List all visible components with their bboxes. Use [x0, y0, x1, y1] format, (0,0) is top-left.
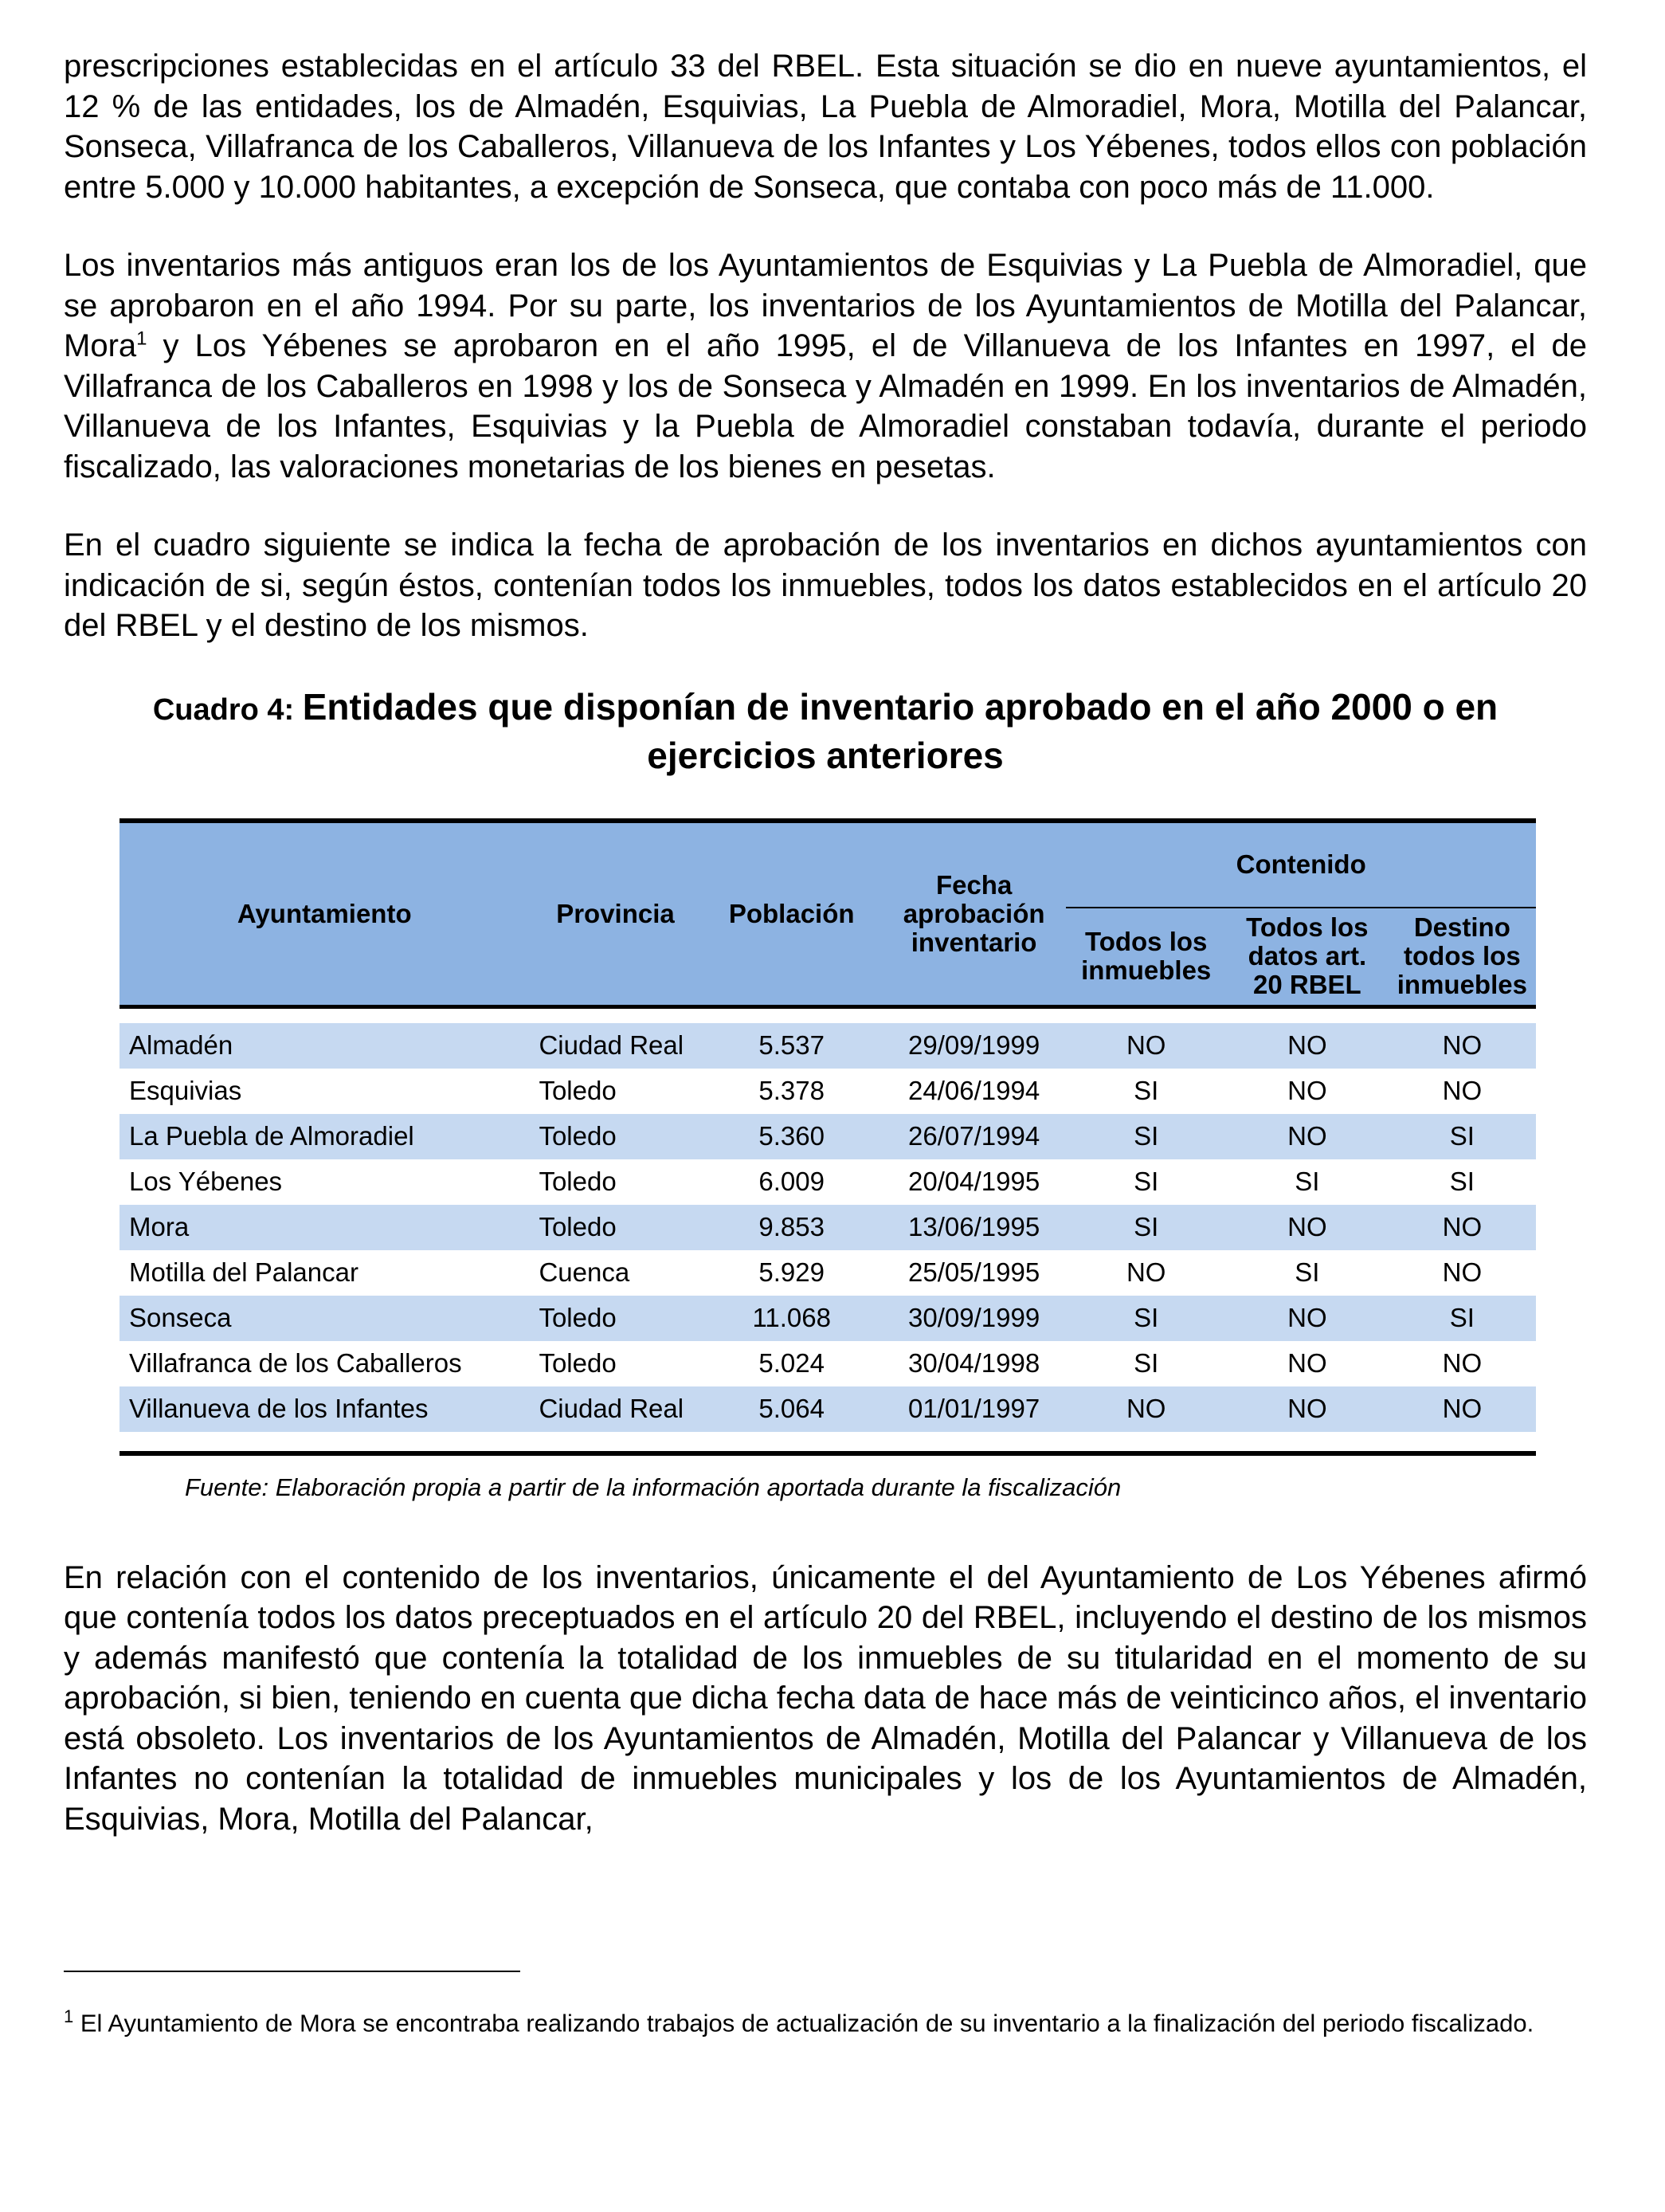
- cell-inmuebles: SI: [1066, 1205, 1226, 1250]
- header-todos-inmuebles: [1066, 908, 1226, 1006]
- cell-destino: NO: [1389, 1023, 1536, 1069]
- document-page: [64, 46, 1587, 1877]
- cell-provincia: Toledo: [529, 1159, 701, 1205]
- cell-datos: NO: [1226, 1023, 1389, 1069]
- cell-ayuntamiento: Mora: [119, 1205, 529, 1250]
- cell-inmuebles: SI: [1066, 1296, 1226, 1341]
- cell-poblacion: 11.068: [702, 1296, 882, 1341]
- cell-datos: NO: [1226, 1296, 1389, 1341]
- cell-datos: NO: [1226, 1341, 1389, 1386]
- header-poblacion: Población: [702, 821, 882, 1007]
- cell-fecha: 13/06/1995: [882, 1205, 1067, 1250]
- header-destino-line-1: Destino: [1413, 912, 1510, 943]
- caption-title-line-2: ejercicios anteriores: [647, 734, 1004, 776]
- header-fecha-line-1: Fecha: [935, 869, 1013, 900]
- inventory-table: [119, 818, 1536, 1456]
- cell-provincia: Toledo: [529, 1296, 701, 1341]
- header-destino-line-2: todos los: [1404, 941, 1521, 971]
- cell-poblacion: 5.024: [702, 1341, 882, 1386]
- cell-destino: NO: [1389, 1069, 1536, 1114]
- header-ayuntamiento: Ayuntamiento: [119, 821, 529, 1007]
- table-row: [119, 1296, 1536, 1341]
- header-datos-line-1: Todos los: [1246, 912, 1369, 943]
- cell-inmuebles: NO: [1066, 1250, 1226, 1296]
- cell-fecha: 30/09/1999: [882, 1296, 1067, 1341]
- caption-title-line-1: Entidades que disponían de inventario aprobado en el año 2000 o en: [302, 685, 1498, 728]
- cell-fecha: 30/04/1998: [882, 1341, 1067, 1386]
- cell-poblacion: 5.360: [702, 1114, 882, 1159]
- header-fecha: [882, 821, 1067, 1007]
- cell-inmuebles: SI: [1066, 1069, 1226, 1114]
- cell-fecha: 25/05/1995: [882, 1250, 1067, 1296]
- header-contenido: Contenido: [1066, 821, 1536, 908]
- cell-datos: NO: [1226, 1386, 1389, 1432]
- cell-fecha: 24/06/1994: [882, 1069, 1067, 1114]
- cell-destino: NO: [1389, 1205, 1536, 1250]
- table-source: Fuente: Elaboración propia a partir de la información aportada durante la fiscalización: [185, 1473, 1122, 1501]
- footnote: [64, 2000, 1587, 2040]
- paragraph-4: En relación con el contenido de los inventarios, únicamente el del Ayuntamiento de Los Yébenes afirmó que contenía todos los datos preceptuados en el artículo 20 del RBEL, incluyendo el destino de los mismos y además manifestó que contenía la totalidad de los inmuebles de su titularidad en el momento de su aprobación, si bien, teniendo en cuenta que dicha fecha data de hace más de veinticinco años, el inventario está obsoleto. Los inventarios de los Ayuntamientos de Almadén, Motilla del Palancar y Villanueva de los Infantes no contenían la totalidad de inmuebles municipales y los de los Ayuntamientos de Almadén, Esquivias, Mora, Motilla del Palancar,: [64, 1559, 1587, 1837]
- table-row: [119, 1159, 1536, 1205]
- table-row: [119, 1114, 1536, 1159]
- cell-destino: SI: [1389, 1159, 1536, 1205]
- cell-fecha: 29/09/1999: [882, 1023, 1067, 1069]
- cell-inmuebles: NO: [1066, 1386, 1226, 1432]
- cell-provincia: Ciudad Real: [529, 1023, 701, 1069]
- cell-destino: SI: [1389, 1114, 1536, 1159]
- table-row: [119, 1205, 1536, 1250]
- footnote-text: El Ayuntamiento de Mora se encontraba realizando trabajos de actualización de su inventario a la finalización del periodo fiscalizado.: [73, 2009, 1534, 2037]
- cell-inmuebles: SI: [1066, 1341, 1226, 1386]
- cell-ayuntamiento: Villafranca de los Caballeros: [119, 1341, 529, 1386]
- cell-inmuebles: NO: [1066, 1023, 1226, 1069]
- cell-inmuebles: SI: [1066, 1114, 1226, 1159]
- header-destino-line-3: inmuebles: [1397, 970, 1527, 1000]
- table-row: [119, 1386, 1536, 1432]
- cell-datos: NO: [1226, 1114, 1389, 1159]
- cell-ayuntamiento: Esquivias: [119, 1069, 529, 1114]
- paragraph-1: prescripciones establecidas en el artículo 33 del RBEL. Esta situación se dio en nueve ayuntamientos, el 12 % de las entidades, los de Almadén, Esquivias, La Puebla de Almoradiel, Mora, Motilla del Palancar, Sonseca, Villafranca de los Caballeros, Villanueva de los Infantes y Los Yébenes, todos ellos con población entre 5.000 y 10.000 habitantes, a excepción de Sonseca, que contaba con poco más de 11.000.: [64, 49, 1587, 205]
- paragraph-2-part-b: y Los Yébenes se aprobaron en el año 1995, el de Villanueva de los Infantes en 1997, el de Villafranca de los Caballeros en 1998 y los de Sonseca y Almadén en 1999. En los inventarios de Almadén, Villanueva de los Infantes, Esquivias y la Puebla de Almoradiel constaban todavía, durante el periodo fiscalizado, las valoraciones monetarias de los bienes en pesetas.: [64, 328, 1587, 484]
- cell-destino: NO: [1389, 1341, 1536, 1386]
- cell-fecha: 26/07/1994: [882, 1114, 1067, 1159]
- footnote-reference[interactable]: 1: [136, 327, 147, 350]
- cell-ayuntamiento: Villanueva de los Infantes: [119, 1386, 529, 1432]
- table-row: [119, 1023, 1536, 1069]
- table-caption: [64, 684, 1587, 779]
- header-datos-line-3: 20 RBEL: [1253, 970, 1361, 1000]
- cell-poblacion: 5.378: [702, 1069, 882, 1114]
- cell-destino: SI: [1389, 1296, 1536, 1341]
- cell-poblacion: 6.009: [702, 1159, 882, 1205]
- cell-datos: NO: [1226, 1205, 1389, 1250]
- header-todos-datos: [1226, 908, 1389, 1006]
- cell-provincia: Toledo: [529, 1069, 701, 1114]
- cell-datos: SI: [1226, 1250, 1389, 1296]
- cell-ayuntamiento: Motilla del Palancar: [119, 1250, 529, 1296]
- header-destino: [1389, 908, 1536, 1006]
- cell-ayuntamiento: Almadén: [119, 1023, 529, 1069]
- cell-ayuntamiento: Sonseca: [119, 1296, 529, 1341]
- paragraph-3: En el cuadro siguiente se indica la fecha de aprobación de los inventarios en dichos ayuntamientos con indicación de si, según éstos, contenían todos los inmuebles, todos los datos establecidos en el artículo 20 del RBEL y el destino de los mismos.: [64, 528, 1587, 643]
- cell-datos: SI: [1226, 1159, 1389, 1205]
- paragraph-2: [64, 245, 1587, 487]
- table-row: [119, 1341, 1536, 1386]
- cell-destino: NO: [1389, 1386, 1536, 1432]
- footnote-separator: [64, 1971, 520, 1972]
- cell-destino: NO: [1389, 1250, 1536, 1296]
- cell-provincia: Toledo: [529, 1341, 701, 1386]
- cell-provincia: Toledo: [529, 1114, 701, 1159]
- cell-provincia: Toledo: [529, 1205, 701, 1250]
- cell-datos: NO: [1226, 1069, 1389, 1114]
- header-fecha-line-2: aprobación: [903, 898, 1045, 928]
- cell-poblacion: 9.853: [702, 1205, 882, 1250]
- cell-fecha: 01/01/1997: [882, 1386, 1067, 1432]
- header-provincia: Provincia: [529, 821, 701, 1007]
- cell-provincia: Cuenca: [529, 1250, 701, 1296]
- caption-label: Cuadro 4:: [152, 692, 303, 727]
- cell-fecha: 20/04/1995: [882, 1159, 1067, 1205]
- table-body: [119, 1006, 1536, 1456]
- footnote-number: 1: [64, 2006, 74, 2026]
- table-container: [119, 818, 1536, 1504]
- table-row: [119, 1069, 1536, 1114]
- cell-poblacion: 5.929: [702, 1250, 882, 1296]
- cell-poblacion: 5.537: [702, 1023, 882, 1069]
- cell-ayuntamiento: La Puebla de Almoradiel: [119, 1114, 529, 1159]
- header-datos-line-2: datos art.: [1248, 941, 1367, 971]
- header-inmuebles-line-2: inmuebles: [1081, 955, 1212, 986]
- cell-inmuebles: SI: [1066, 1159, 1226, 1205]
- cell-provincia: Ciudad Real: [529, 1386, 701, 1432]
- cell-poblacion: 5.064: [702, 1386, 882, 1432]
- cell-ayuntamiento: Los Yébenes: [119, 1159, 529, 1205]
- paragraph-2-part-a: Los inventarios más antiguos eran los de los Ayuntamientos de Esquivias y La Puebla de Almoradiel, que se aprobaron en el año 1994. Por su parte, los inventarios de los Ayuntamientos de Motilla del Palancar, Mora: [64, 248, 1587, 363]
- header-fecha-line-3: inventario: [911, 927, 1037, 957]
- header-inmuebles-line-1: Todos los: [1084, 927, 1208, 957]
- table-row: [119, 1250, 1536, 1296]
